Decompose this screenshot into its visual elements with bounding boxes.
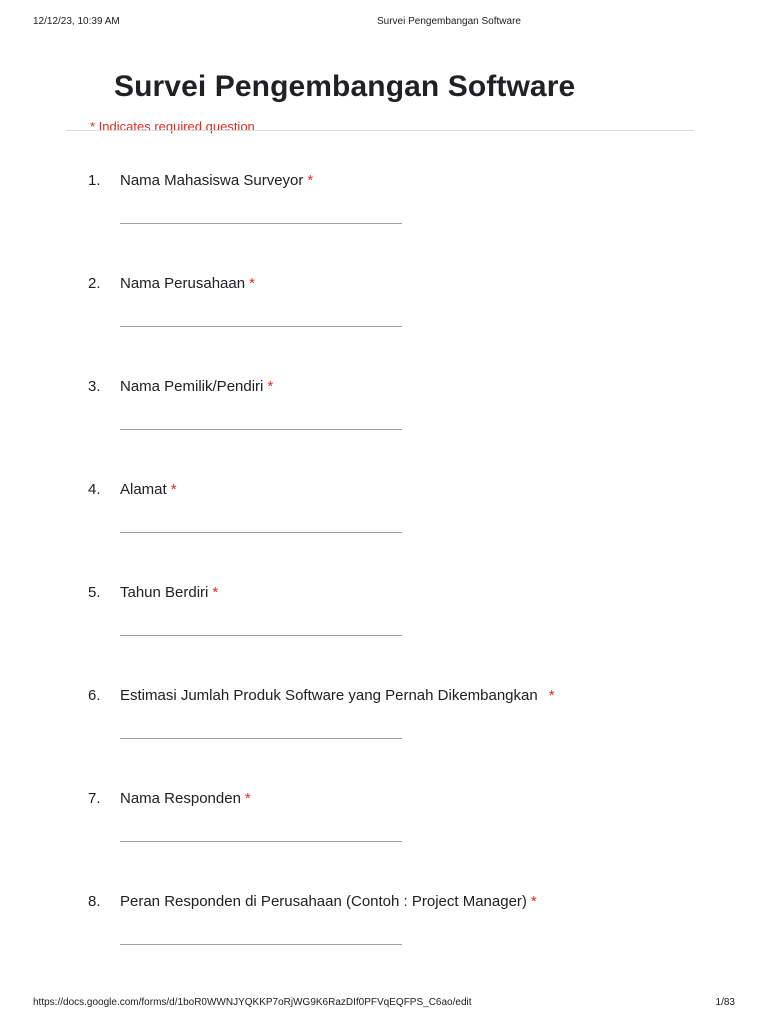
required-asterisk: * — [249, 275, 255, 292]
required-asterisk: * — [548, 687, 555, 704]
header-divider — [66, 130, 694, 131]
question-2 — [0, 275, 768, 355]
print-url: https://docs.google.com/forms/d/1boR0WWNJYQKKP7oRjWG9K6RazDIf0PFVqEQFPS_C6ao/edit — [33, 997, 472, 1008]
answer-input[interactable] — [120, 429, 402, 430]
question-1 — [0, 172, 768, 252]
question-5 — [0, 584, 768, 664]
print-datetime: 12/12/23, 10:39 AM — [33, 16, 120, 27]
question-label: Alamat * — [120, 481, 177, 498]
answer-input[interactable] — [120, 841, 402, 842]
question-number: 7. — [88, 790, 101, 807]
answer-input[interactable] — [120, 635, 402, 636]
answer-input[interactable] — [120, 223, 402, 224]
question-label: Nama Mahasiswa Surveyor * — [120, 172, 314, 189]
question-number: 2. — [88, 275, 101, 292]
question-label: Peran Responden di Perusahaan (Contoh : Project Manager) * — [120, 893, 537, 910]
answer-input[interactable] — [120, 326, 402, 327]
question-4 — [0, 481, 768, 561]
page-number: 1/83 — [715, 997, 735, 1008]
question-number: 8. — [88, 893, 101, 910]
question-7 — [0, 790, 768, 870]
question-number: 1. — [88, 172, 101, 189]
answer-input[interactable] — [120, 532, 402, 533]
question-label: Nama Responden * — [120, 790, 251, 807]
required-asterisk: * — [307, 172, 314, 189]
required-question-note: * Indicates required question — [90, 119, 255, 134]
question-6 — [0, 687, 768, 767]
form-title: Survei Pengembangan Software — [114, 70, 576, 103]
required-asterisk: * — [267, 378, 274, 395]
question-number: 3. — [88, 378, 101, 395]
question-label: Nama Perusahaan * — [120, 275, 255, 292]
question-label: Tahun Berdiri * — [120, 584, 219, 601]
print-footer — [0, 997, 768, 1011]
question-3 — [0, 378, 768, 458]
question-label: Estimasi Jumlah Produk Software yang Pernah Dikembangkan * — [120, 687, 555, 704]
answer-input[interactable] — [120, 738, 402, 739]
question-number: 4. — [88, 481, 101, 498]
required-asterisk: * — [530, 893, 537, 910]
question-number: 6. — [88, 687, 101, 704]
required-asterisk: * — [170, 481, 177, 498]
print-header — [0, 16, 768, 30]
print-page-title: Survei Pengembangan Software — [377, 16, 521, 27]
answer-input[interactable] — [120, 944, 402, 945]
required-asterisk: * — [244, 790, 251, 807]
question-label: Nama Pemilik/Pendiri * — [120, 378, 274, 395]
question-number: 5. — [88, 584, 101, 601]
question-8 — [0, 893, 768, 973]
required-asterisk: * — [212, 584, 219, 601]
